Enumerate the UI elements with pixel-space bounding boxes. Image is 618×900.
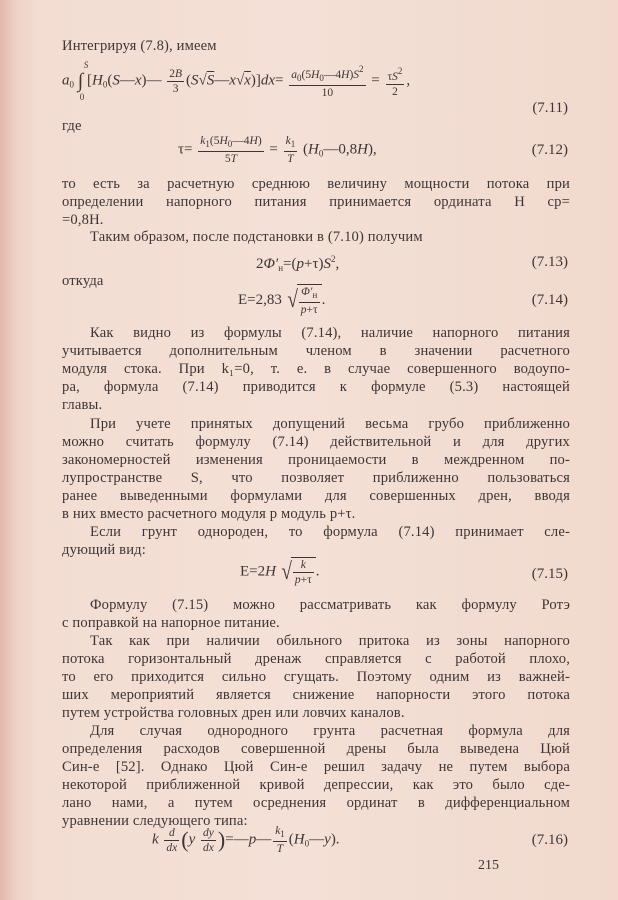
text-line: где: [62, 118, 82, 134]
text-line: Син-е [52]. Однако Цюй Син-е решил задачу не путем выбора: [62, 759, 570, 775]
equation-7-13: $2\Phi'_н=(p+\tau)S^2$,: [256, 254, 340, 273]
text-line: ших мероприятий является снижение напорности этого потока: [62, 687, 570, 703]
text-line: уравнении следующего типа:: [62, 813, 248, 829]
text-line: ра, формула (7.14) приводится к формуле (5.3) настоящей: [62, 379, 570, 395]
equation-7-14: E=2,83 √ $\frac{\Phi'_н}{p+\tau}$ .: [238, 286, 326, 316]
text-line: откуда: [62, 273, 104, 289]
text-line: потока горизонтальный дренаж справляется с работой плохо,: [62, 651, 570, 667]
text-line: некоторой приближенной кривой депрессии, как это было сде-: [62, 777, 570, 793]
text-line: путем устройства головных дрен или ловчих каналов.: [62, 705, 405, 721]
text-line: учитывается дополнительным членом в значении расчетного: [62, 343, 570, 359]
text-line: Так как при наличии обильного притока из зоны напорного: [90, 633, 570, 649]
text-line: то его приходится сильно сгущать. Поэтому одним из важней-: [62, 669, 570, 685]
text-line: Для случая однородного грунта расчетная формула для: [90, 723, 570, 739]
text-line: модуля стока. При k₁=0, т. е. в случае совершенного водоупо-: [62, 361, 570, 377]
text-line: =0,8H.: [62, 212, 104, 228]
equation-7-11: $a_0$ ∫ S 0 [$H_0(S—x)—$ $\frac{2B}{3}$ (S√S—x√x)]dx= $\frac{a_0(5H_0—4H)S^2}{10}$ = $\frac{\tau S^2}{2}$ ,: [62, 59, 411, 102]
text-line: Формулу (7.15) можно рассматривать как формулу Ротэ: [90, 597, 570, 613]
page-number: 215: [478, 858, 499, 873]
text-line: можно считать формулу (7.14) действительной и для других: [62, 434, 570, 450]
equation-number: (7.13): [531, 254, 568, 270]
text-line: в них вместо расчетного модуля p модуль p+τ.: [62, 506, 356, 522]
equation-number: (7.11): [532, 100, 568, 116]
equation-7-15: E=2H √ $\frac{k}{p+\tau}$ .: [240, 558, 320, 586]
text-line: Таким образом, после подстановки в (7.10) получим: [90, 229, 423, 245]
text-line: то есть за расчетную среднюю величину мощности потока при: [62, 176, 570, 192]
text-line: Как видно из формулы (7.14), наличие напорного питания: [90, 325, 570, 341]
equation-number: (7.14): [531, 292, 568, 308]
text-line: Интегрируя (7.8), имеем: [62, 38, 217, 54]
text-line: закономерностей изменения проницаемости в междренном по-: [62, 452, 570, 468]
equation-7-16: k $\frac{d}{dx}$ (y $\frac{dy}{dx}$ )=—p— $\frac{k_1}{T}$ $(H_0—y)$.: [152, 825, 340, 855]
text-line: главы.: [62, 397, 103, 413]
text-line: дующий вид:: [62, 542, 146, 558]
text-line: Если грунт однороден, то формула (7.14) принимает сле-: [90, 524, 570, 540]
text-line: лано нами, а путем осреднения ординат в дифференциальном: [62, 795, 570, 811]
equation-number: (7.16): [531, 832, 568, 848]
equation-number: (7.15): [531, 566, 568, 582]
text-line: ранее выведенными формулами для совершенных дрен, вводя: [62, 488, 570, 504]
text-line: с поправкой на напорное питание.: [62, 615, 280, 631]
text-line: лупространстве S, что позволяет приближенно пользоваться: [62, 470, 570, 486]
text-line: определении напорного питания принимается ордината H cp=: [62, 194, 570, 210]
text-line: определения расходов совершенной дрены была выведена Цюй: [62, 741, 570, 757]
equation-number: (7.12): [531, 142, 568, 158]
equation-7-12: τ= $\frac{k_1(5H_0—4H)}{5T}$ = $\frac{k_1}{T}$ $(H_0—0,8H)$,: [178, 135, 377, 165]
text-line: При учете принятых допущений весьма грубо приближенно: [90, 416, 570, 432]
